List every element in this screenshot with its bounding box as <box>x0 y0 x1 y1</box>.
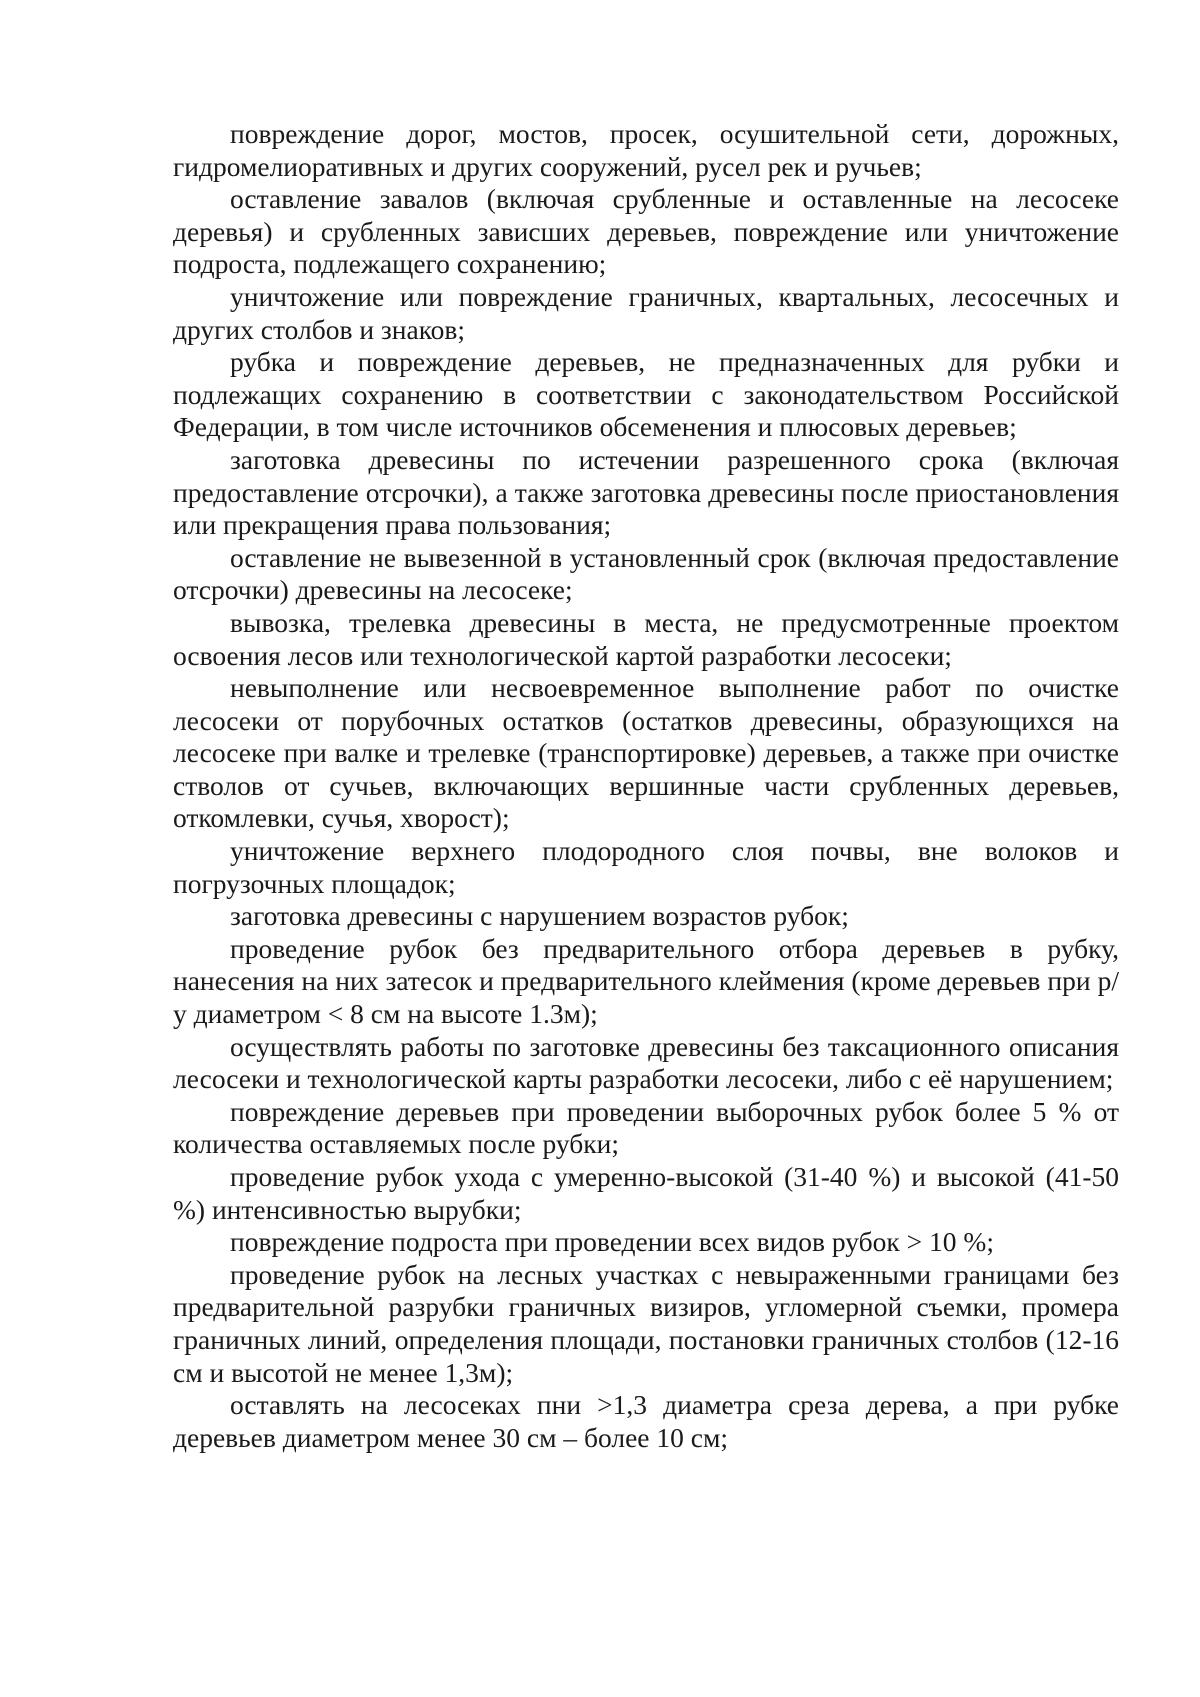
paragraph: невыполнение или несвоевременное выполнение работ по очистке лесосеки от порубочных остатков (остатков древесины, образующихся на лесосеке при валке и трелевке (транспортировке) деревьев, а также при очистке стволов от сучьев, включающих вершинные части срубленных деревьев, откомлевки, сучья, хворост); <box>173 672 1119 834</box>
paragraph: уничтожение верхнего плодородного слоя почвы, вне волоков и погрузочных площадок; <box>173 835 1119 899</box>
document-page <box>173 118 1119 1454</box>
paragraph: заготовка древесины с нарушением возрастов рубок; <box>230 900 849 932</box>
paragraph: проведение рубок на лесных участках с невыраженными границами без предварительной разрубки граничных визиров, угломерной съемки, промера граничных линий, определения площади, постановки граничных столбов (12-16 см и высотой не менее 1,3м); <box>173 1258 1119 1388</box>
paragraph: рубка и повреждение деревьев, не предназначенных для рубки и подлежащих сохранению в соответствии с законодательством Российской Федерации, в том числе источников обсеменения и плюсовых деревьев; <box>173 346 1119 443</box>
paragraph: повреждение деревьев при проведении выборочных рубок более 5 % от количества оставляемых после рубки; <box>173 1095 1119 1160</box>
paragraph: уничтожение или повреждение граничных, квартальных, лесосечных и других столбов и знаков; <box>173 280 1119 345</box>
paragraph: оставление не вывезенной в установленный срок (включая предоставление отсрочки) древесины на лесосеке; <box>173 541 1119 606</box>
paragraph: повреждение подроста при проведении всех видов рубок > 10 %; <box>230 1226 994 1258</box>
paragraph: оставление завалов (включая срубленные и оставленные на лесосеке деревья) и срубленных зависших деревьев, повреждение или уничтожение подроста, подлежащего сохранению; <box>173 183 1119 280</box>
paragraph: проведение рубок без предварительного отбора деревьев в рубку, нанесения на них затесок и предварительного клеймения (кроме деревьев при р/у диаметром < 8 см на высоте 1.3м); <box>173 932 1119 1030</box>
paragraph: осуществлять работы по заготовке древесины без таксационного описания лесосеки и технологической карты разработки лесосеки, либо с её нарушением; <box>173 1030 1119 1095</box>
paragraph: повреждение дорог, мостов, просек, осушительной сети, дорожных, гидромелиоративных и других сооружений, русел рек и ручьев; <box>173 118 1119 182</box>
paragraph: заготовка древесины по истечении разрешенного срока (включая предоставление отсрочки), а также заготовка древесины после приостановления или прекращения права пользования; <box>173 443 1119 541</box>
paragraph: оставлять на лесосеках пни >1,3 диаметра среза дерева, а при рубке деревьев диаметром менее 30 см – более 10 см; <box>173 1389 1119 1453</box>
paragraph: проведение рубок ухода с умеренно-высокой (31-40 %) и высокой (41-50 %) интенсивностью вырубки; <box>173 1161 1119 1225</box>
paragraph: вывозка, трелевка древесины в места, не предусмотренные проектом освоения лесов или технологической картой разработки лесосеки; <box>173 606 1119 671</box>
